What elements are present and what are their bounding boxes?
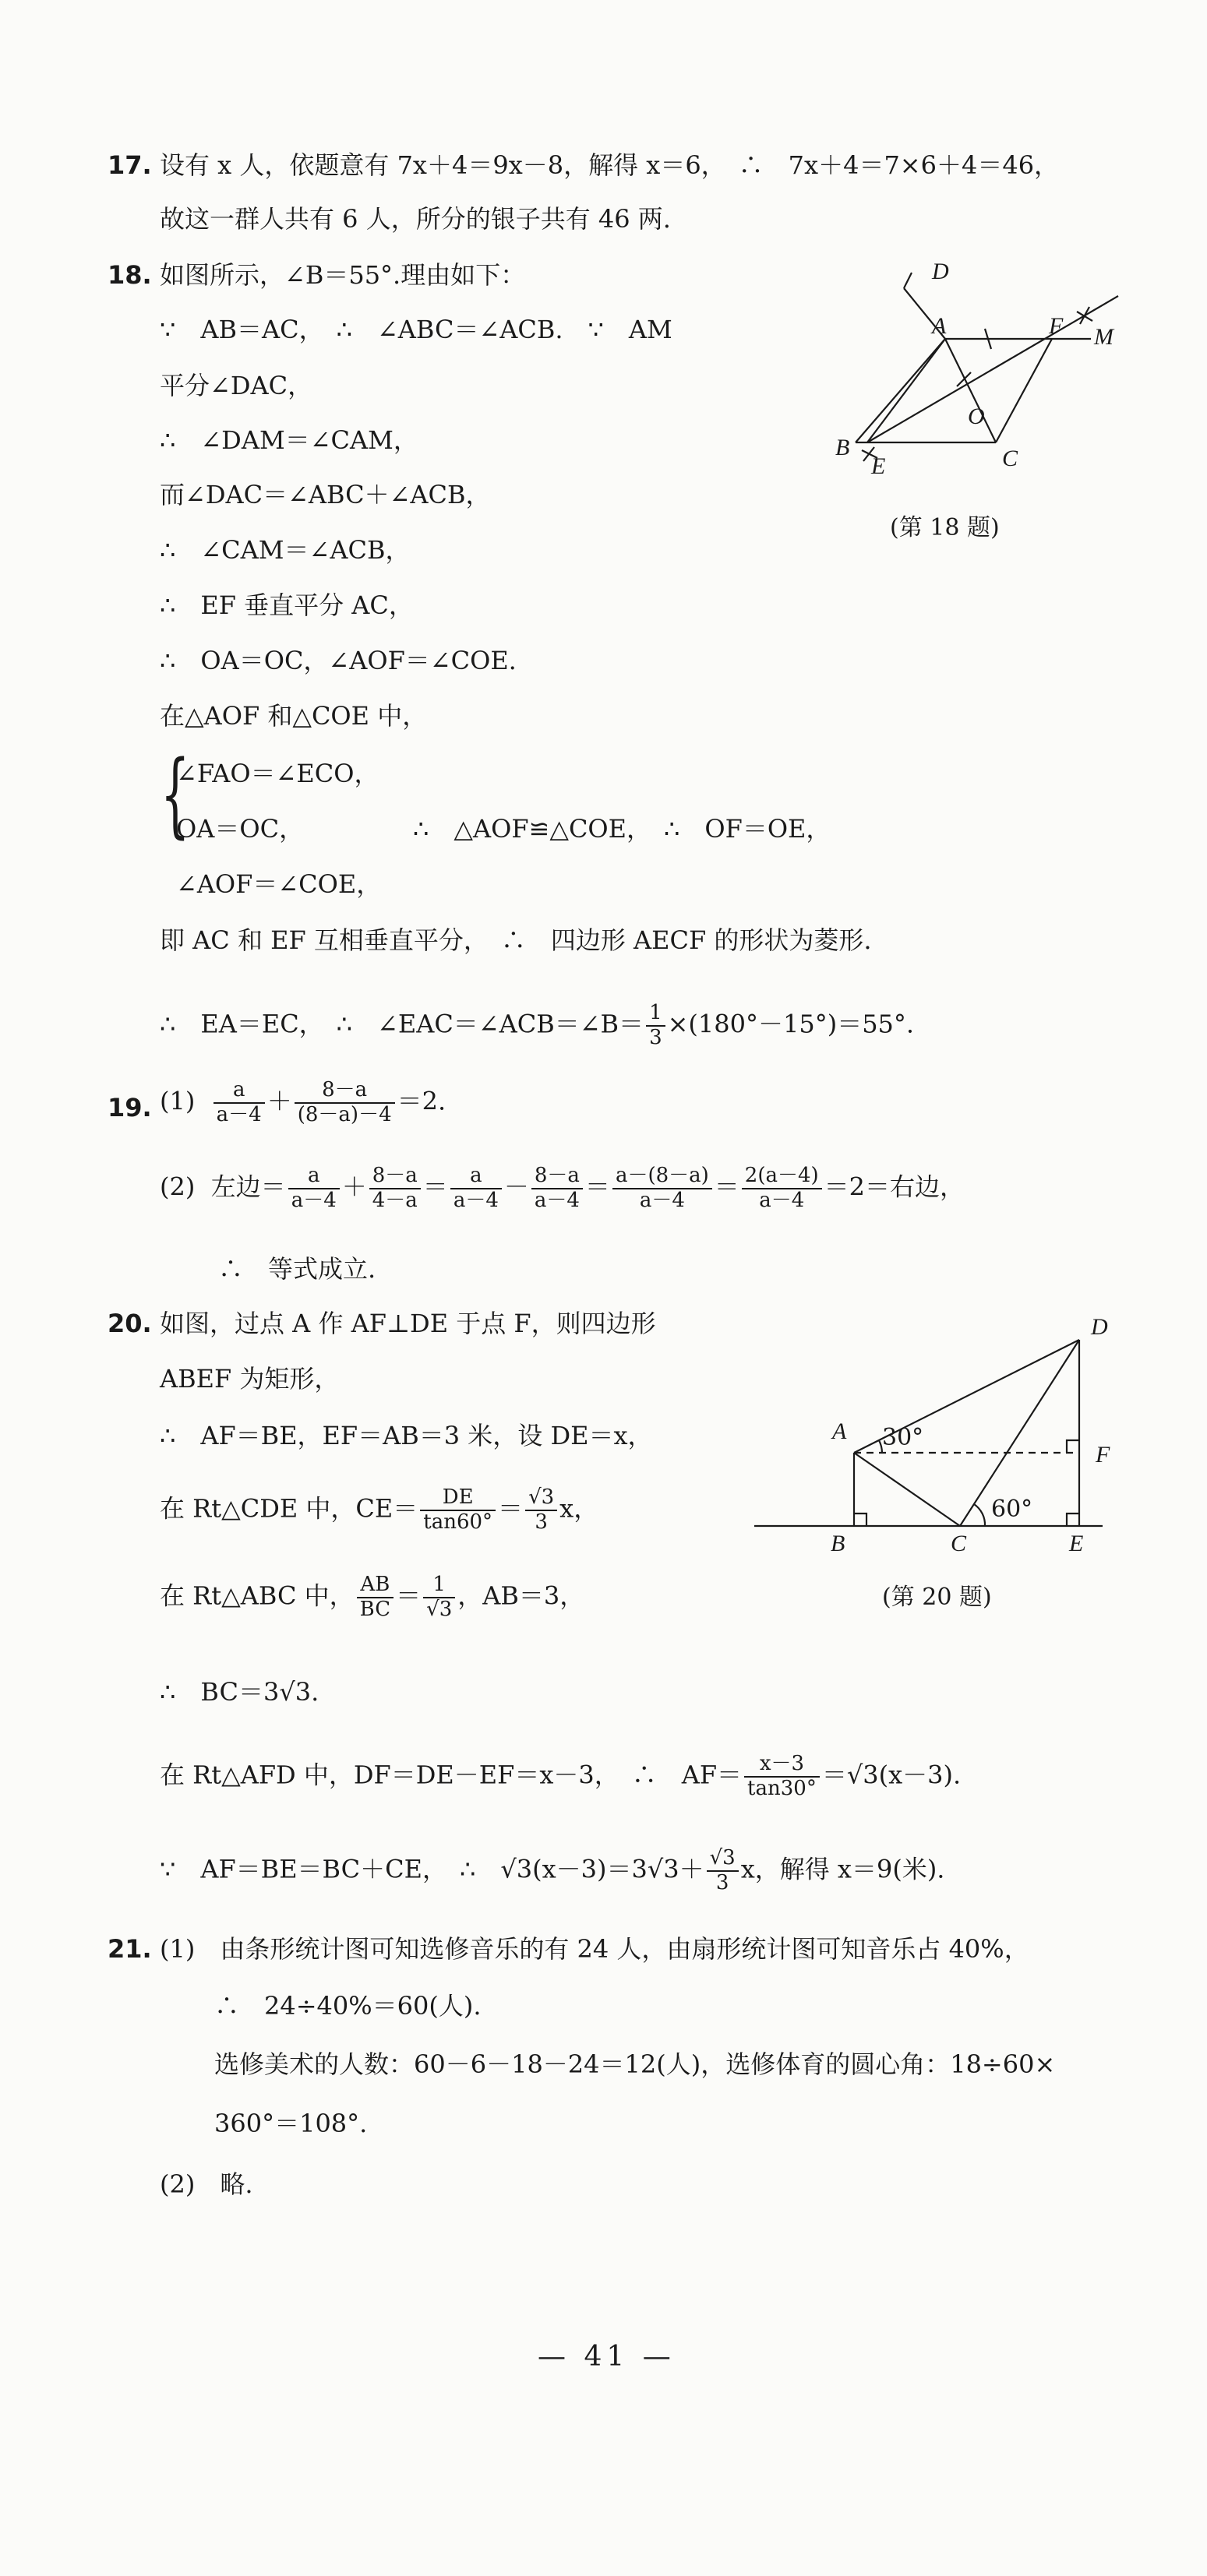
segment-AC — [854, 1453, 960, 1526]
right-angle-F — [1067, 1440, 1079, 1453]
page-number: — 41 — — [538, 2341, 676, 2373]
q18-line-final: ∴ EA＝EC， ∴ ∠EAC＝∠ACB＝∠B＝ $\frac{1}{3}$ ×(180°－15°)＝55°. — [160, 1001, 915, 1049]
label-B: B — [835, 435, 850, 460]
q17-line1: 设有 x 人，依题意有 7x＋4＝9x－8，解得 x＝6， ∴ 7x＋4＝7×6＋4＝46， — [160, 150, 1060, 180]
q18-line: 平分∠DAC， — [160, 371, 313, 400]
q18-line: ∵ AB＝AC， ∴ ∠ABC＝∠ACB. ∵ AM — [160, 315, 672, 344]
q19-conclusion: ∴ 等式成立. — [218, 1254, 376, 1284]
label-B: B — [831, 1531, 845, 1556]
right-angle-E — [1067, 1514, 1079, 1526]
label-A: A — [932, 313, 947, 339]
q21-line: (2) 略. — [160, 2169, 253, 2199]
q18-number: 18. — [108, 260, 152, 290]
q20-line: 如图，过点 A 作 AF⊥DE 于点 F，则四边形 — [160, 1309, 656, 1338]
q20-figure — [748, 1305, 1122, 1562]
q21-line: 360°＝108°. — [214, 2109, 368, 2138]
segment-EA — [867, 339, 945, 442]
q19-number: 19. — [108, 1093, 152, 1122]
q18-brace-line1: ∠FAO＝∠ECO， — [176, 759, 379, 788]
q18-line: 如图所示，∠B＝55°.理由如下： — [160, 260, 526, 290]
q18-caption: (第 18 题) — [890, 514, 1000, 541]
label-C: C — [951, 1531, 967, 1556]
q18-line: 即 AC 和 EF 互相垂直平分， ∴ 四边形 AECF 的形状为菱形. — [160, 925, 872, 955]
q17-line2: 故这一群人共有 6 人，所分的银子共有 46 两. — [160, 204, 671, 234]
label-M: M — [1094, 324, 1113, 350]
angle-arc-60 — [974, 1504, 985, 1526]
q21-line: (1) 由条形统计图可知选修音乐的有 24 人，由扇形统计图可知音乐占 40%， — [160, 1934, 1029, 1964]
q18-congruence: ∴ △AOF≌△COE， ∴ OF＝OE， — [413, 814, 831, 844]
line-EF — [867, 296, 1118, 442]
q18-line: ∴ OA＝OC，∠AOF＝∠COE. — [160, 646, 517, 675]
label-A: A — [832, 1418, 847, 1444]
q19-part1: (1) $\frac{a}{a-4}$ ＋ $\frac{8-a}{(8-a)-4}$ ＝2. — [160, 1078, 446, 1126]
label-C: C — [1002, 446, 1018, 471]
q20-line: ABEF 为矩形， — [160, 1364, 340, 1394]
q18-line: ∴ ∠CAM＝∠ACB， — [160, 535, 411, 565]
q20-line-bc: ∴ BC＝3√3. — [160, 1677, 319, 1707]
q18-brace-line3: ∠AOF＝∠COE， — [176, 869, 382, 899]
q18-line: 而∠DAC＝∠ABC＋∠ACB， — [160, 480, 491, 509]
q21-line: ∴ 24÷40%＝60(人). — [214, 1991, 482, 2021]
q18-brace-line2: OA＝OC， — [176, 814, 305, 844]
q20-line-abc: 在 Rt△ABC 中， $\frac{AB}{BC}$ ＝ $\frac{1}{√3}$ ，AB＝3， — [160, 1573, 585, 1621]
segment-CF — [996, 339, 1052, 442]
label-E: E — [1069, 1531, 1084, 1556]
right-angle-B — [854, 1514, 866, 1526]
label-D: D — [1091, 1314, 1108, 1340]
q18-brace: { — [161, 740, 190, 848]
segment-BA — [856, 339, 945, 442]
label-F: F — [1049, 313, 1064, 339]
q17-number: 17. — [108, 150, 152, 180]
q20-line-af: 在 Rt△AFD 中，DF＝DE－EF＝x－3， ∴ AF＝ $\frac{x-3}{\tan 30^\circ}$ ＝√3(x－3). — [160, 1752, 962, 1800]
q20-line-solve: ∵ AF＝BE＝BC＋CE， ∴ √3(x－3)＝3√3＋ $\frac{√3}{3}$ x，解得 x＝9(米). — [160, 1846, 945, 1894]
label-F: F — [1096, 1442, 1110, 1468]
q20-line-ce: 在 Rt△CDE 中，CE＝ $\frac{DE}{\tan 60^\circ}$ ＝ $\frac{√3}{3}$ x， — [160, 1485, 599, 1534]
q18-line: 在△AOF 和△COE 中， — [160, 701, 428, 731]
q18-line: ∴ EF 垂直平分 AC， — [160, 590, 414, 620]
label-E: E — [871, 453, 886, 479]
q18-figure — [787, 257, 1138, 514]
label-D: D — [932, 259, 949, 284]
q20-caption: (第 20 题) — [882, 1584, 992, 1611]
q20-number: 20. — [108, 1309, 152, 1338]
label-O: O — [968, 403, 985, 429]
arc-mark — [1080, 307, 1089, 324]
q19-part2: (2) 左边＝ $\frac{a}{a-4}$ ＋ $\frac{8-a}{4-a}$ ＝ $\frac{a}{a-4}$ － $\frac{8-a}{a-4}$ ＝ $\frac{a-(8-a)}{a-4}$ ＝ $\frac{2(a-4)}{a-4}$ ＝2＝右边， — [160, 1164, 965, 1212]
q18-line: ∴ ∠DAM＝∠CAM， — [160, 425, 418, 455]
label-angle-30: 30° — [882, 1424, 924, 1451]
tick-mark — [957, 372, 971, 386]
q20-line: ∴ AF＝BE，EF＝AB＝3 米，设 DE＝x， — [160, 1421, 653, 1450]
ray-AD-end — [904, 273, 912, 288]
q21-line: 选修美术的人数：60－6－18－24＝12(人)，选修体育的圆心角：18÷60× — [214, 2049, 1056, 2079]
label-angle-60: 60° — [991, 1496, 1033, 1523]
q21-number: 21. — [108, 1934, 152, 1964]
